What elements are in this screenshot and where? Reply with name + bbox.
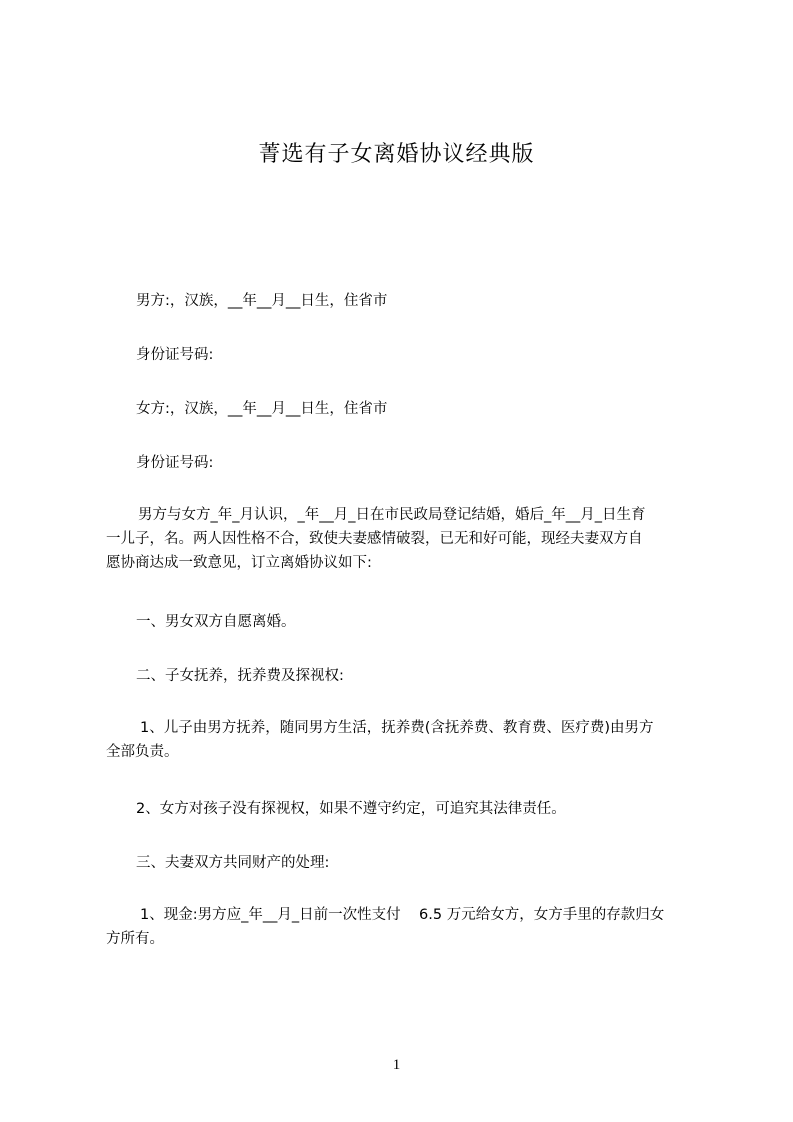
paragraph-line: 三、夫妻双方共同财产的处理: xyxy=(136,855,330,871)
clause-three-item-1 xyxy=(106,903,716,951)
clause-one xyxy=(106,610,746,634)
clause-two xyxy=(106,664,746,688)
document-title: 菁选有子女离婚协议经典版 xyxy=(258,142,535,167)
paragraph-background xyxy=(106,503,716,575)
paragraph-female-id xyxy=(106,451,746,475)
paragraph-line: 男方:，汉族，__年__月__日生，住省市 xyxy=(136,293,388,309)
paragraph-line: 一儿子，名。两人因性格不合，致使夫妻感情破裂，已无和好可能，现经夫妻双方自 xyxy=(106,531,643,547)
paragraph-line: 愿协商达成一致意见，订立离婚协议如下: xyxy=(106,555,372,571)
paragraph-line: 一、男女双方自愿离婚。 xyxy=(136,614,296,630)
paragraph-line: 身份证号码: xyxy=(136,455,214,471)
paragraph-line: 方所有。 xyxy=(106,931,164,947)
paragraph-male-id xyxy=(106,343,746,367)
paragraph-line: 身份证号码: xyxy=(136,347,214,363)
clause-three xyxy=(106,851,746,875)
paragraph-line: 全部负责。 xyxy=(106,744,179,760)
clause-two-item-2 xyxy=(106,797,746,821)
paragraph-line: 1、现金:男方应_年__月_日前一次性支付 6.5 万元给女方，女方手里的存款归女 xyxy=(140,907,665,923)
paragraph-female-party xyxy=(106,397,746,421)
paragraph-line: 男方与女方_年_月认识，_年__月_日在市民政局登记结婚，婚后_年__月_日生育 xyxy=(138,507,646,523)
paragraph-line: 2、女方对孩子没有探视权，如果不遵守约定，可追究其法律责任。 xyxy=(136,801,566,817)
paragraph-line: 女方:，汉族，__年__月__日生，住省市 xyxy=(136,401,388,417)
page-number: 1 xyxy=(392,1057,401,1073)
paragraph-male-party xyxy=(106,289,746,313)
clause-two-item-1 xyxy=(106,716,716,764)
paragraph-line: 二、子女抚养，抚养费及探视权: xyxy=(136,668,344,684)
paragraph-line: 1、儿子由男方抚养，随同男方生活，抚养费(含抚养费、教育费、医疗费)由男方 xyxy=(140,720,654,736)
